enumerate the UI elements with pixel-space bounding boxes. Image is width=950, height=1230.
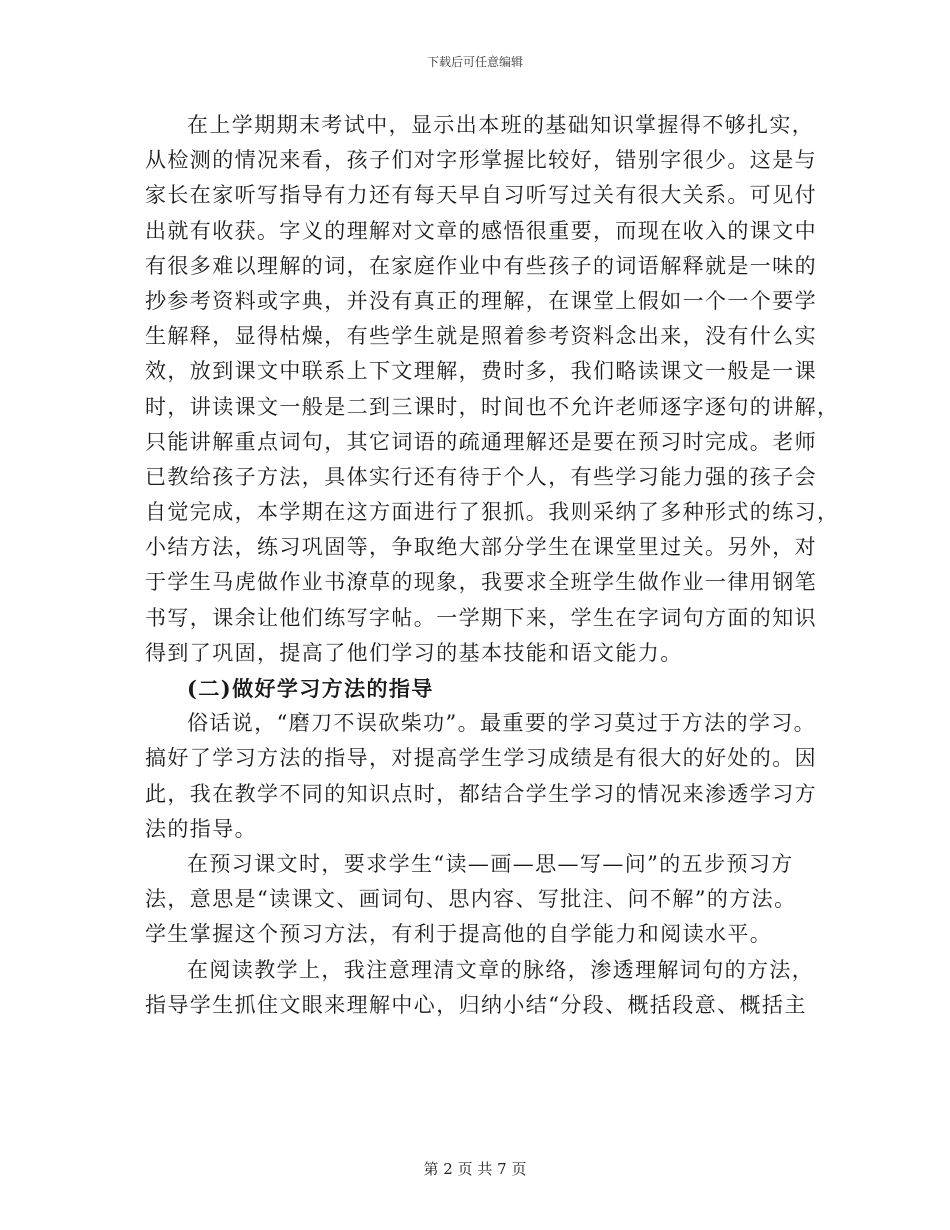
paragraph-line: 法，意思是“读课文、画词句、思内容、写批注、问不解”的方法。 [145,887,797,912]
paragraph-line: 学生掌握这个预习方法，有利于提高他的自学能力和阅读水平。 [145,922,773,947]
paragraph-line: 效，放到课文中联系上下文理解，费时多，我们略读课文一般是一课 [145,359,817,384]
paragraph-line: 于学生马虎做作业书潦草的现象，我要求全班学生做作业一律用钢笔 [145,570,817,595]
paragraph-line: 只能讲解重点词句，其它词语的疏通理解还是要在预习时完成。老师 [145,429,817,454]
document-body [145,108,840,1023]
paragraph-line: 在预习课文时，要求学生“读—画—思—写—问”的五步预习方 [187,851,794,876]
paragraph-line: 在上学期期末考试中，显示出本班的基础知识掌握得不够扎实， [187,113,815,137]
paragraph-line: 搞好了学习方法的指导，对提高学生学习成绩是有很大的好处的。因 [145,746,817,771]
paragraph-line: 法的指导。 [145,816,257,841]
paragraph-line: 指导学生抓住文眼来理解中心，归纳小结“分段、概括段意、概括主 [145,992,807,1017]
paragraph-line: 从检测的情况来看，孩子们对字形掌握比较好，错别字很少。这是与 [145,148,817,173]
paragraph-line: 有很多难以理解的词，在家庭作业中有些孩子的词语解释就是一味的 [145,253,817,278]
paragraph-line: 时，讲读课文一般是二到三课时，时间也不允许老师逐字逐句的讲解， [145,394,840,419]
paragraph-line: 抄参考资料或字典，并没有真正的理解，在课堂上假如一个一个要学 [145,288,817,313]
paragraph-line: 此，我在教学不同的知识点时，都结合学生学习的情况来渗透学习方 [145,781,817,806]
paragraph-line: 在阅读教学上，我注意理清文章的脉络，渗透理解词句的方法， [187,957,815,982]
paragraph-line: 自觉完成，本学期在这方面进行了狠抓。我则采纳了多种形式的练习， [145,500,840,525]
paragraph-line: 家长在家听写指导有力还有每天早自习听写过关有很大关系。可见付 [145,183,817,208]
paragraph-line: 出就有收获。字义的理解对文章的感悟很重要，而现在收入的课文中 [145,218,817,243]
section-heading: (二)做好学习方法的指导 [187,676,434,701]
paragraph-line: 生解释，显得枯燥，有些学生就是照着参考资料念出来，没有什么实 [145,324,817,349]
paragraph-line: 得到了巩固，提高了他们学习的基本技能和语文能力。 [145,640,683,665]
paragraph-line: 已教给孩子方法，具体实行还有待于个人，有些学习能力强的孩子会 [145,464,817,489]
paragraph-line: 小结方法，练习巩固等，争取绝大部分学生在课堂里过关。另外，对 [145,535,817,560]
page-number: 第 2 页 共 7 页 [423,1160,527,1178]
paragraph-line: 俗话说，“磨刀不误砍柴功”。最重要的学习莫过于方法的学习。 [187,711,817,736]
page-header-note: 下载后可任意编辑 [426,55,523,69]
paragraph-line: 书写，课余让他们练写字帖。一学期下来，学生在字词句方面的知识 [145,605,817,630]
